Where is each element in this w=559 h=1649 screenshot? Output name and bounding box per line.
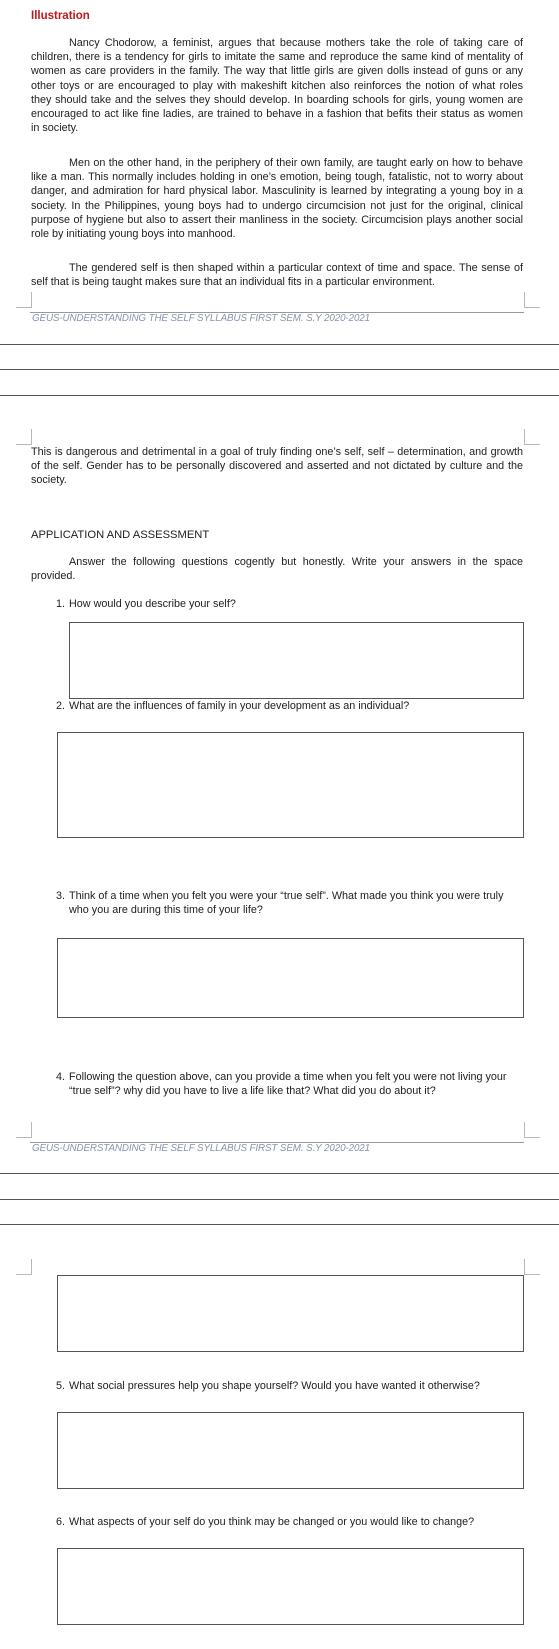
question-number: 2. bbox=[55, 700, 65, 712]
corner-mark bbox=[16, 429, 32, 445]
answer-box-3[interactable] bbox=[57, 938, 524, 1018]
question-text: How would you describe your self? bbox=[69, 598, 236, 610]
question-number: 1. bbox=[55, 598, 65, 610]
corner-mark bbox=[524, 429, 540, 445]
question-text: What social pressures help you shape yourself? Would you have wanted it otherwise? bbox=[69, 1380, 480, 1392]
answer-box-6[interactable] bbox=[57, 1548, 524, 1625]
question-number: 6. bbox=[55, 1516, 65, 1528]
question-text: What are the influences of family in your development as an individual? bbox=[69, 700, 410, 712]
question-number: 4. bbox=[55, 1071, 65, 1083]
page-break-line bbox=[0, 369, 559, 370]
question-text: What aspects of your self do you think may be changed or you would like to change? bbox=[69, 1516, 475, 1528]
corner-mark bbox=[524, 1259, 540, 1275]
page-break-line bbox=[0, 344, 559, 345]
page-break-line bbox=[0, 1173, 559, 1174]
footer-text: GEUS-UNDERSTANDING THE SELF SYLLABUS FIRST SEM. S.Y 2020-2021 bbox=[32, 313, 370, 324]
answer-box-5[interactable] bbox=[57, 1412, 524, 1489]
corner-mark bbox=[16, 1122, 32, 1138]
instructions: Answer the following questions cogently but honestly. Write your answers in the space provided. bbox=[31, 556, 523, 583]
question-text: Following the question above, can you provide a time when you felt you were not living your “true self”? why did you have to live a life like that? What did you do about it? bbox=[69, 1071, 507, 1098]
question-text: Think of a time when you felt you were your “true self”. What made you think you were truly who you are during this time of your life? bbox=[69, 890, 504, 917]
paragraph-men: Men on the other hand, in the periphery of their own family, are taught early on how to behave like a man. This normally includes holding in one’s emotion, being tough, fatalistic, not to worry about danger, and admiration for hard physical labor. Masculinity is learned by integrating a young boy in a society. In the Philippines, young boys had to undergo circumcision not just for the original, clinical purpose of hygiene but also to assert their manliness in the society. Circumcision plays another social role by initiating young boys into manhood. bbox=[31, 157, 523, 241]
paragraph-gendered-self: The gendered self is then shaped within a particular context of time and space. The sense of self that is being taught makes sure that an individual fits in a particular environment. bbox=[31, 262, 523, 289]
page-break-line bbox=[0, 1224, 559, 1225]
corner-mark bbox=[16, 1259, 32, 1275]
corner-mark bbox=[524, 1122, 540, 1138]
page-break-line bbox=[0, 1199, 559, 1200]
paragraph-dangerous: This is dangerous and detrimental in a goal of truly finding one’s self, self – determination, and growth of the self. Gender has to be personally discovered and asserted and not dictated by culture and the society. bbox=[31, 446, 523, 487]
corner-mark bbox=[16, 292, 32, 308]
answer-box-4[interactable] bbox=[57, 1275, 524, 1352]
footer-text: GEUS-UNDERSTANDING THE SELF SYLLABUS FIRST SEM. S.Y 2020-2021 bbox=[32, 1143, 370, 1154]
answer-box-1[interactable] bbox=[69, 622, 524, 699]
question-number: 5. bbox=[55, 1380, 65, 1392]
illustration-heading: Illustration bbox=[31, 10, 90, 22]
question-number: 3. bbox=[55, 890, 65, 902]
application-heading: APPLICATION AND ASSESSMENT bbox=[31, 529, 210, 541]
corner-mark bbox=[524, 292, 540, 308]
paragraph-chodorow: Nancy Chodorow, a feminist, argues that because mothers take the role of taking care of children, there is a tendency for girls to imitate the same and reproduce the same kind of mentality of women as care providers in the family. The way that little girls are given dolls instead of guns or any other toys or are encouraged to play with makeshift kitchen also reinforces the notion of what roles they should take and the selves they should develop. In boarding schools for girls, young women are encouraged to act like fine ladies, are trained to behave in a fashion that befits their status as women in society. bbox=[31, 37, 523, 135]
page-break-line bbox=[0, 395, 559, 396]
answer-box-2[interactable] bbox=[57, 732, 524, 838]
